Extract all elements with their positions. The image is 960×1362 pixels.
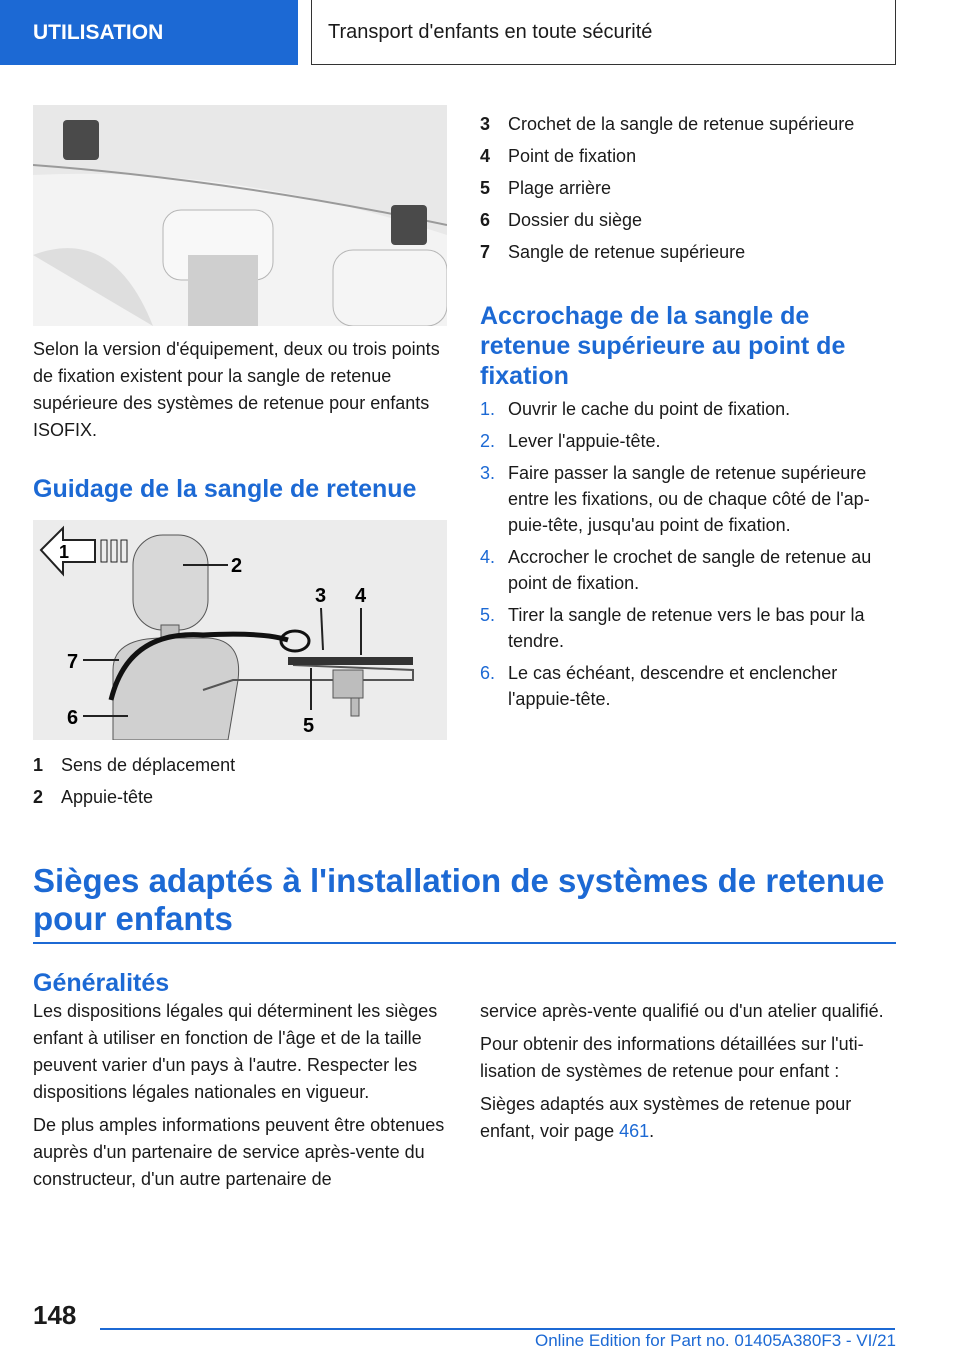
strap-routing-diagram: [33, 520, 447, 740]
legend-left: [33, 749, 447, 813]
label-2: 2: [231, 555, 243, 577]
step-item: 1. Ouvrir le cache du point de fixation.: [480, 399, 791, 419]
footer-rule: [100, 1328, 895, 1330]
anchor-cover-icon: [391, 205, 427, 245]
rear-shelf-illustration: [33, 105, 447, 326]
page-number: 148: [33, 1300, 77, 1330]
step-item: 2. Lever l'appuie-tête.: [480, 431, 661, 451]
legend-item: 7 Sangle de retenue supérieure: [480, 242, 746, 262]
legend-item: 4 Point de fixation: [480, 146, 637, 166]
label-1: 1: [59, 542, 70, 562]
general-right-column: service après-vente qualifié ou d'un atelier qualifié. Pour obtenir des informations détaillées sur l'utilisation de systèmes de retenue pour enfant : Sièges adaptés aux systèmes de retenue pour enfant, voir page 461.: [480, 998, 896, 1145]
headrest-diagram: [33, 520, 447, 740]
legend-item: 3 Crochet de la sangle de retenue supérieure: [480, 114, 855, 134]
page-reference: Sièges adaptés aux systèmes de retenue pour enfant, voir page 461.: [480, 1094, 852, 1141]
legend-item: 1 Sens de déplacement: [33, 755, 236, 775]
legend-item: 5 Plage arrière: [480, 178, 612, 198]
general-left-column: Les dispositions légales qui déterminent les sièges enfant à utiliser en fonction de l'âge et de la taille peuvent varier d'un pays à l'autre. Respecter les dispositions légales nationales en vigueur. De plus amples informations peuvent être obtenues auprès d'un partenaire de service après-vente du constructeur, d'un autre partenaire de: [33, 1001, 445, 1189]
legend-item: 6 Dossier du siège: [480, 210, 643, 230]
step-item: 5. Tirer la sangle de retenue vers le bas pour la tendre.: [480, 605, 865, 651]
section-title: Sièges adaptés à l'installation de systèmes de retenue pour enfants: [33, 862, 885, 937]
rear-shelf-photo: [33, 105, 447, 326]
legend-right: [480, 108, 896, 268]
anchor-cover-icon: [63, 120, 99, 160]
label-3: 3: [315, 585, 327, 607]
label-6: 6: [67, 707, 79, 729]
section-rule: [33, 942, 896, 944]
heading-attach-strap: Accrochage de la sangle de retenue supérieure au point de fixation: [480, 302, 846, 390]
section-tab: UTILISATION: [0, 0, 298, 65]
heading-strap-routing: Guidage de la sangle de retenue: [33, 475, 417, 503]
step-item: 4. Accrocher le crochet de sangle de retenue au point de fixation.: [480, 547, 872, 593]
step-item: 3. Faire passer la sangle de retenue supérieure entre les fixations, ou de chaque côté de l'appuie-tête, jusqu'au point de fixation.: [480, 463, 870, 535]
label-4: 4: [355, 585, 367, 607]
heading-general: Généralités: [33, 969, 170, 997]
instruction-steps: [480, 396, 896, 718]
page-link[interactable]: 461: [619, 1121, 650, 1141]
page-header-title: Transport d'enfants en toute sécurité: [311, 0, 896, 65]
legend-item: 2 Appuie-tête: [33, 787, 154, 807]
step-item: 6. Le cas échéant, descendre et enclencher l'appuie-tête.: [480, 663, 838, 709]
label-7: 7: [67, 651, 79, 673]
intro-paragraph: Selon la version d'équipement, deux ou trois points de fixation existent pour la sangle de retenue supérieure des systèmes de retenue pour enfants ISOFIX.: [33, 339, 440, 440]
edition-note: Online Edition for Part no. 01405A380F3 - VI/21: [534, 1331, 896, 1350]
label-5: 5: [303, 715, 315, 737]
